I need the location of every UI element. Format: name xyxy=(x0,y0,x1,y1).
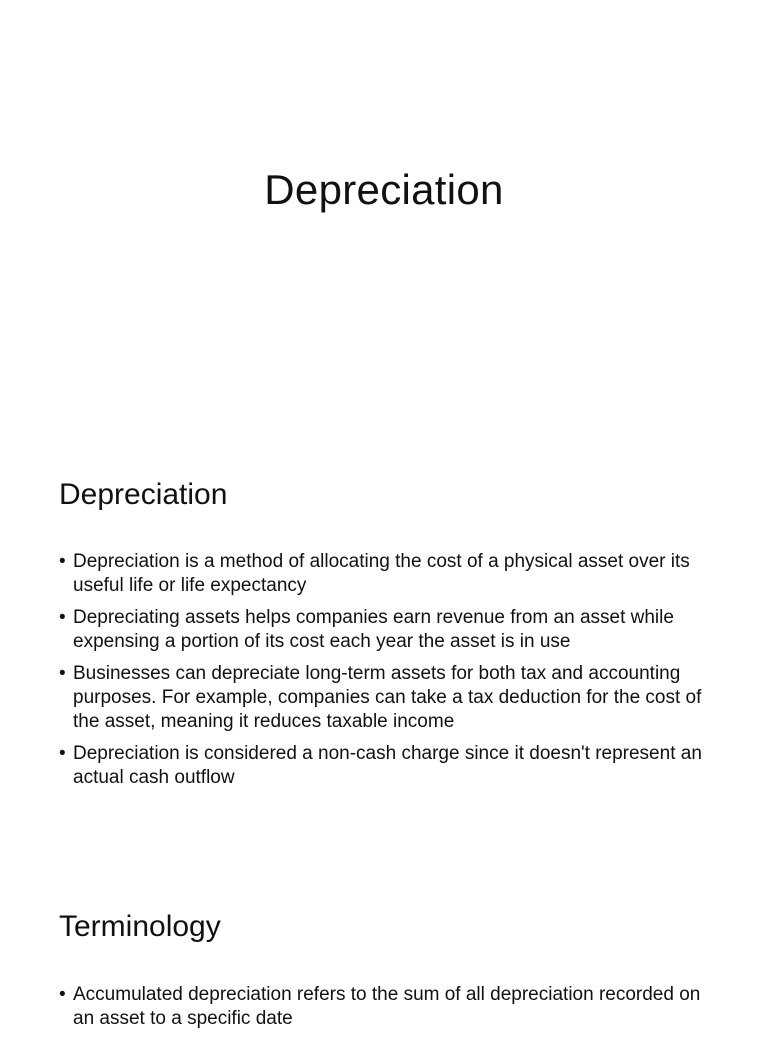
bullet-list xyxy=(59,983,719,1039)
terminology-slide xyxy=(0,893,768,1029)
slide-heading: Depreciation xyxy=(59,478,228,511)
bullet-item: • Businesses can depreciate long-term assets for both tax and accounting purposes. For example, companies can take a tax deduction for the cost of the asset, meaning it reduces taxable income xyxy=(59,662,719,734)
bullet-list xyxy=(59,550,719,798)
bullet-item: • Depreciation is considered a non-cash charge since it doesn't represent an actual cash outflow xyxy=(59,742,719,790)
depreciation-slide xyxy=(0,460,768,860)
bullet-item: • Depreciating assets helps companies earn revenue from an asset while expensing a portion of its cost each year the asset is in use xyxy=(59,606,719,654)
bullet-item: • Accumulated depreciation refers to the sum of all depreciation recorded on an asset to a specific date xyxy=(59,983,719,1031)
title-slide xyxy=(0,0,768,432)
slide-heading: Terminology xyxy=(59,910,221,943)
slide-title: Depreciation xyxy=(264,166,504,213)
bullet-item: • Depreciation is a method of allocating the cost of a physical asset over its useful life or life expectancy xyxy=(59,550,719,598)
